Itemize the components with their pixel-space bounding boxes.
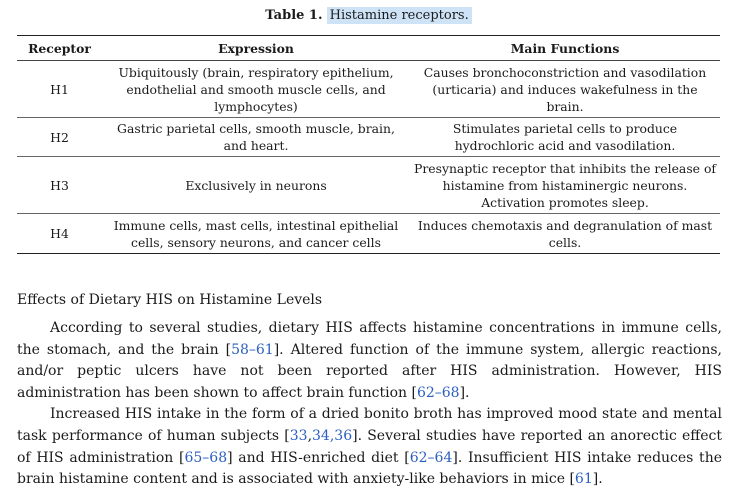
header-expression: Expression <box>102 36 410 61</box>
citation-link[interactable]: ,36 <box>329 427 353 444</box>
table-caption-label: Table 1. <box>265 8 323 23</box>
paragraph-text: ]. Several studies have reported an anorectic effect of HIS administration [ <box>17 427 722 466</box>
histamine-receptors-table <box>17 35 720 254</box>
citation-link[interactable]: 34 <box>312 427 330 444</box>
section-heading: Effects of Dietary HIS on Histamine Levels <box>17 292 323 308</box>
table-row <box>17 61 720 118</box>
header-main-functions: Main Functions <box>410 36 720 61</box>
cell-receptor: H2 <box>17 118 102 157</box>
cell-expression: Exclusively in neurons <box>102 157 410 214</box>
table-row <box>17 118 720 157</box>
cell-functions: Presynaptic receptor that inhibits the release of histamine from histaminergic neurons. Activation promotes sleep. <box>410 157 720 214</box>
header-receptor: Receptor <box>17 36 102 61</box>
paragraph-text: ]. <box>459 384 470 401</box>
citation-link[interactable]: 62–68 <box>416 384 460 401</box>
paragraph <box>17 404 722 490</box>
cell-functions: Induces chemotaxis and degranulation of mast cells. <box>410 214 720 254</box>
citation-link[interactable]: 33 <box>289 427 308 444</box>
paragraph-text: Increased HIS intake in the form of a dried bonito broth has improved mood state and mental task performance of human subjects [ <box>17 406 722 444</box>
citation-separator: , <box>307 427 313 444</box>
cell-expression: Immune cells, mast cells, intestinal epithelial cells, sensory neurons, and cancer cells <box>102 214 410 254</box>
cell-expression: Ubiquitously (brain, respiratory epithelium, endothelial and smooth muscle cells, and lymphocytes) <box>102 61 410 118</box>
cell-receptor: H3 <box>17 157 102 214</box>
cell-functions: Causes bronchoconstriction and vasodilation (urticaria) and induces wakefulness in the brain. <box>410 61 720 118</box>
citation-link[interactable]: 58–61 <box>231 341 274 358</box>
paragraph-text: ]. Insufficient HIS intake reduces the brain histamine content and is associated with anxiety-like behaviors in mice [ <box>17 449 722 488</box>
cell-expression: Gastric parietal cells, smooth muscle, brain, and heart. <box>102 118 410 157</box>
table-row <box>17 214 720 254</box>
body-text <box>17 318 722 491</box>
citation-link[interactable]: 62–64 <box>409 449 453 466</box>
paragraph-text: ] and HIS-enriched diet [ <box>227 449 410 466</box>
cell-receptor: H4 <box>17 214 102 254</box>
paragraph-text: ]. <box>592 471 603 488</box>
cell-receptor: H1 <box>17 61 102 118</box>
paragraph-text: According to several studies, dietary HIS affects histamine concentrations in immune cells, the stomach, and the brain [ <box>17 320 722 358</box>
table-caption <box>0 6 737 26</box>
citation-link[interactable]: 61 <box>574 471 593 488</box>
table-row <box>17 157 720 214</box>
paragraph <box>17 318 722 404</box>
paragraph-text: ]. Altered function of the immune system, allergic reactions, and/or peptic ulcers have not been reported after HIS administration. However, HIS administration has been shown to affect brain function [ <box>17 341 723 401</box>
cell-functions: Stimulates parietal cells to produce hydrochloric acid and vasodilation. <box>410 118 720 157</box>
citation-link[interactable]: 65–68 <box>184 449 228 466</box>
table-header-row <box>17 36 720 61</box>
table-caption-title: Histamine receptors. <box>327 7 472 24</box>
